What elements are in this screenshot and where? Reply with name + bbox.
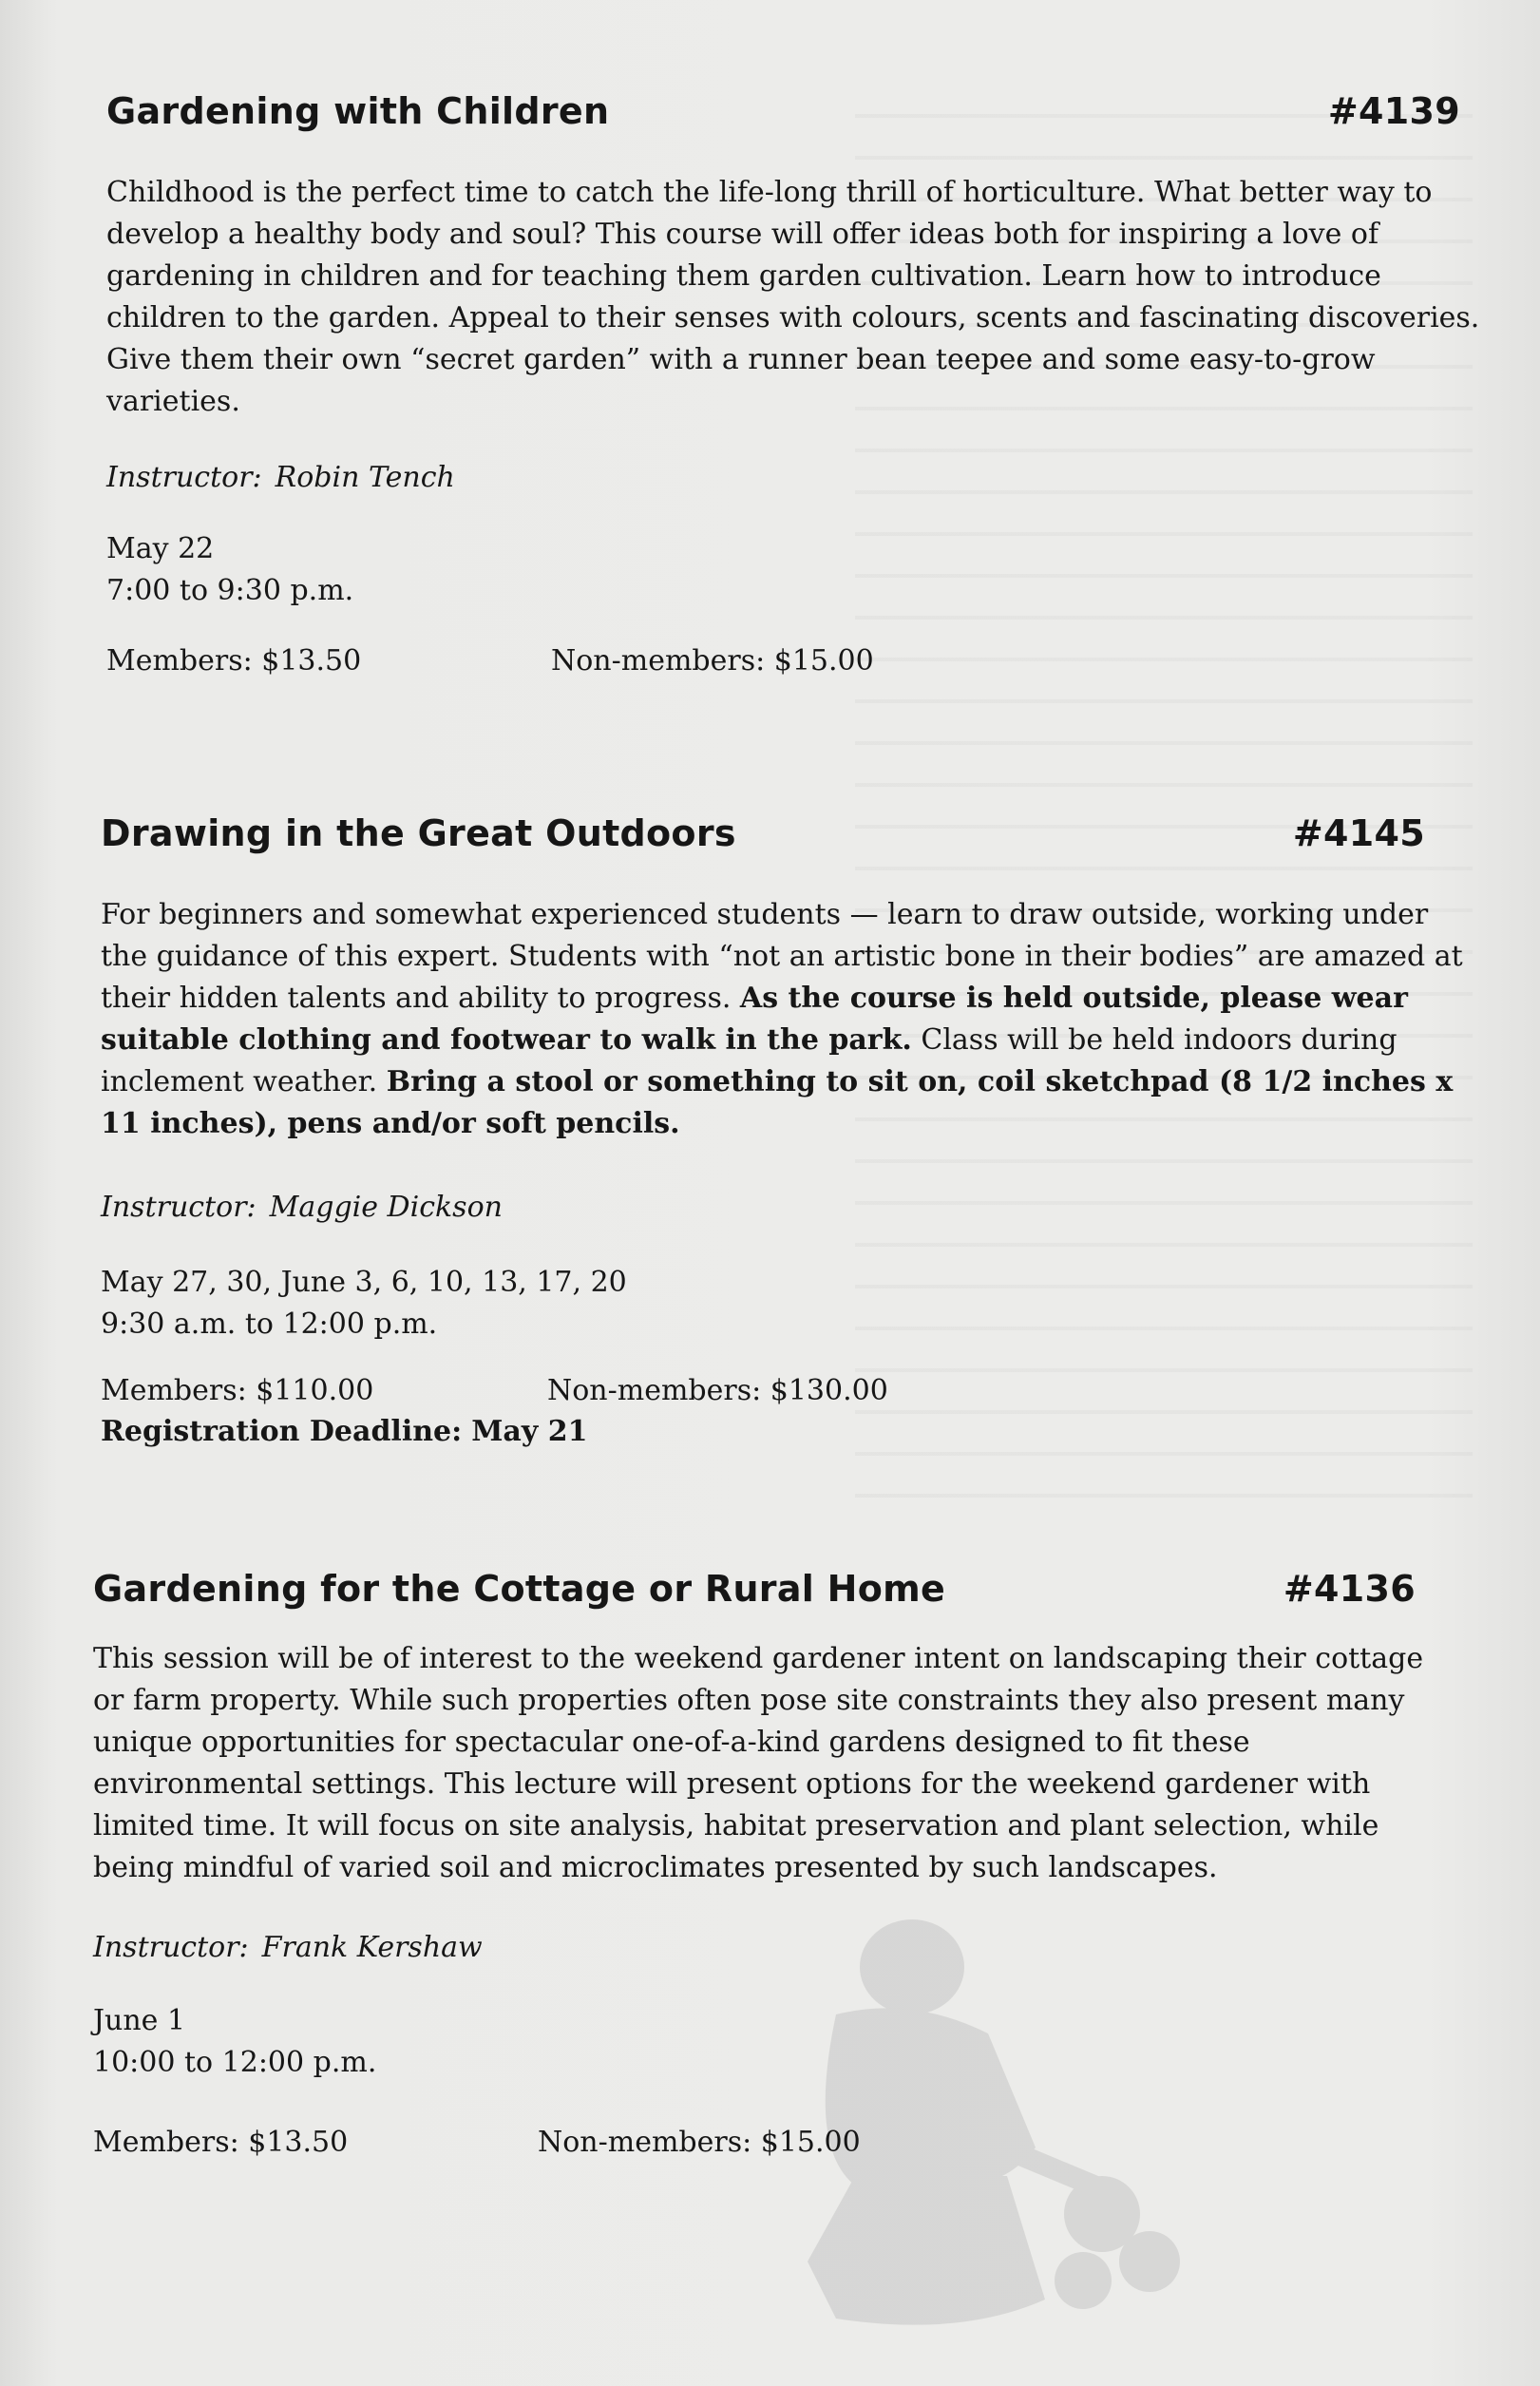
course-dates: May 22: [106, 532, 215, 565]
course-time: 9:30 a.m. to 12:00 p.m.: [101, 1308, 438, 1341]
course-drawing-in-the-great-outdoors: [101, 812, 1469, 1452]
description-text: Class will be held indoors during inclement weather.: [101, 1023, 1397, 1098]
schedule: [106, 528, 1489, 612]
description-bold-text: Bring a stool or something to sit on, coil sketchpad (8 1/2 inches x 11 inches), pens and/or soft pencils.: [101, 1065, 1454, 1140]
course-gardening-for-the-cottage: [93, 1568, 1461, 2164]
fees: [101, 1370, 1469, 1412]
course-dates: June 1: [93, 2004, 186, 2037]
nonmembers-fee: Non-members: $15.00: [551, 644, 874, 678]
registration-deadline: [101, 1412, 1469, 1452]
course-title: Drawing in the Great Outdoors: [101, 812, 736, 854]
deadline-label: Registration Deadline:: [101, 1415, 463, 1448]
members-fee: Members: $13.50: [106, 644, 362, 678]
instructor-label: Instructor:: [106, 461, 262, 494]
course-header: [106, 90, 1489, 132]
description-text: For beginners and somewhat experienced students — learn to draw outside, working under the guidance of this expert. Students with “not an artistic bone in their bodies” are amazed at their hidden talents and ability to progress.: [101, 898, 1463, 1015]
course-description: This session will be of interest to the weekend gardener intent on landscaping their cottage or farm property. While such properties often pose site constraints they also present many unique opportunities for spectacular one-of-a-kind gardens designed to fit these environmental settings. This lecture will present options for the weekend gardener with limited time. It will focus on site analysis, habitat preservation and plant selection, while being mindful of varied soil and microclimates presented by such landscapes.: [93, 1642, 1424, 1884]
course-header: [101, 812, 1469, 854]
course-number: #4145: [1292, 812, 1425, 854]
instructor-name: Robin Tench: [275, 461, 455, 494]
course-description: [101, 894, 1469, 1145]
course-dates: May 27, 30, June 3, 6, 10, 13, 17, 20: [101, 1266, 627, 1299]
schedule: [101, 1262, 1469, 1346]
course-gardening-with-children: [106, 90, 1489, 682]
instructor-label: Instructor:: [93, 1931, 249, 1964]
course-description: Childhood is the perfect time to catch the life-long thrill of horticulture. What better way to develop a healthy body and soul? This course will offer ideas both for inspiring a love of gardening in children and for teaching them garden cultivation. Learn how to introduce children to the garden. Appeal to their senses with colours, scents and fascinating discoveries. Give them their own “secret garden” with a runner bean teepee and some easy-to-grow varieties.: [106, 176, 1480, 418]
instructor-line: [106, 461, 1489, 494]
instructor-label: Instructor:: [101, 1191, 257, 1224]
schedule: [93, 2000, 1461, 2084]
course-time: 7:00 to 9:30 p.m.: [106, 574, 354, 607]
fees: [93, 2122, 1461, 2164]
instructor-line: [101, 1191, 1469, 1224]
members-fee: Members: $110.00: [101, 1374, 374, 1407]
course-number: #4136: [1283, 1568, 1416, 1610]
description-bold-text: As the course is held outside, please wear suitable clothing and footwear to walk in the park.: [101, 982, 1408, 1057]
instructor-line: [93, 1931, 1461, 1964]
instructor-name: Frank Kershaw: [261, 1931, 483, 1964]
course-time: 10:00 to 12:00 p.m.: [93, 2046, 377, 2079]
nonmembers-fee: Non-members: $130.00: [547, 1374, 888, 1407]
course-number: #4139: [1327, 90, 1460, 132]
course-header: [93, 1568, 1461, 1610]
fees: [106, 640, 1489, 682]
instructor-name: Maggie Dickson: [269, 1191, 503, 1224]
members-fee: Members: $13.50: [93, 2126, 349, 2159]
nonmembers-fee: Non-members: $15.00: [538, 2126, 861, 2159]
deadline-date: May 21: [471, 1415, 588, 1448]
course-title: Gardening with Children: [106, 90, 610, 132]
course-title: Gardening for the Cottage or Rural Home: [93, 1568, 946, 1610]
